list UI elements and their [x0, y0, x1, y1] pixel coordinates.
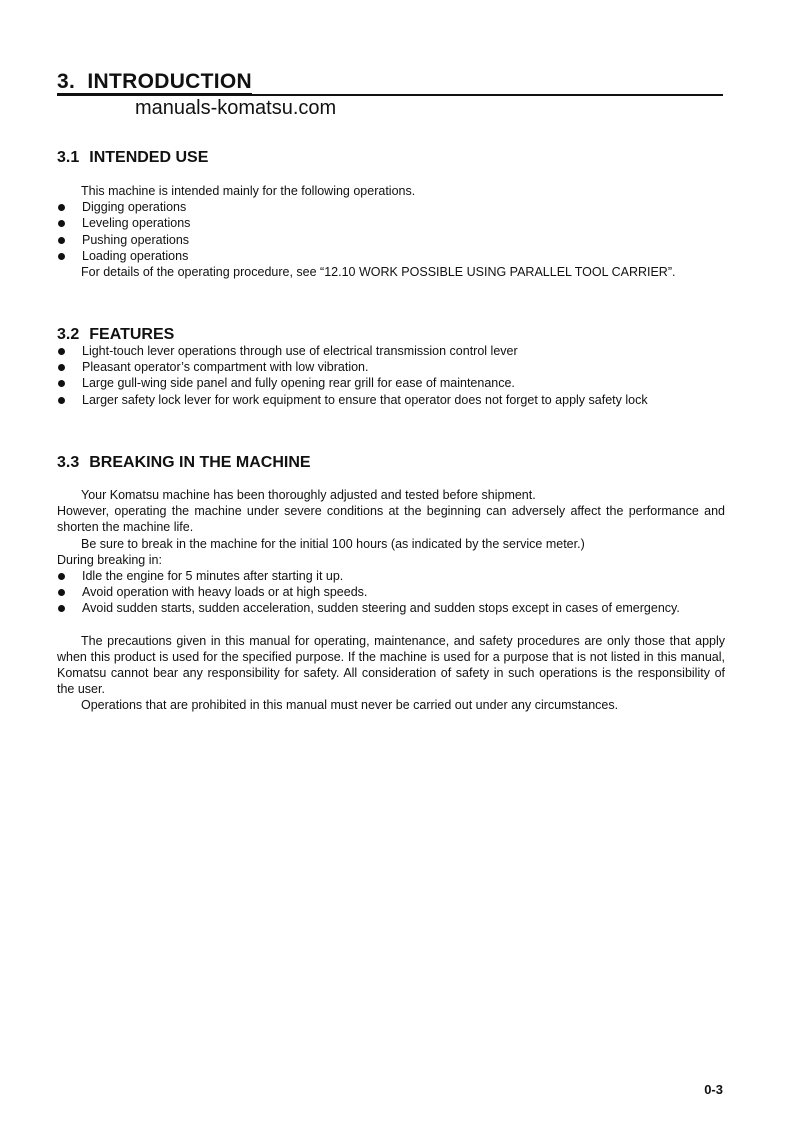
list-item: Idle the engine for 5 minutes after starting it up.: [57, 568, 725, 584]
page-number: 0-3: [704, 1082, 723, 1097]
section-heading-3-1: [57, 148, 208, 168]
watermark: manuals-komatsu.com: [135, 97, 337, 119]
list-item: Loading operations: [57, 248, 725, 264]
chapter-title: [57, 70, 252, 94]
list-item: Light-touch lever operations through use of electrical transmission control lever: [57, 343, 725, 359]
list-item: Avoid operation with heavy loads or at high speeds.: [57, 584, 725, 600]
section-number: 3.3: [57, 454, 80, 471]
paragraph: Operations that are prohibited in this manual must never be carried out under any circumstances.: [81, 698, 619, 713]
bullet-list: [57, 199, 725, 264]
chapter-number: 3.: [57, 70, 76, 93]
section-title: INTENDED USE: [89, 149, 209, 166]
list-item: Leveling operations: [57, 215, 725, 231]
paragraph: Your Komatsu machine has been thoroughly adjusted and tested before shipment.: [81, 488, 536, 502]
list-item: Large gull-wing side panel and fully opening rear grill for ease of maintenance.: [57, 375, 725, 391]
section-heading-3-3: [57, 453, 311, 473]
section-number: 3.1: [57, 149, 80, 166]
paragraph: For details of the operating procedure, see “12.10 WORK POSSIBLE USING PARALLEL TOOL CARRIER”.: [81, 265, 676, 280]
bullet-list: [57, 343, 725, 408]
list-item: Larger safety lock lever for work equipment to ensure that operator does not forget to apply safety lock: [57, 392, 725, 408]
section-title: FEATURES: [89, 326, 175, 343]
list-item: Avoid sudden starts, sudden acceleration, sudden steering and sudden stops except in cases of emergency.: [57, 600, 725, 616]
paragraph: The precautions given in this manual for operating, maintenance, and safety procedures are only those that apply when this product is used for the specified purpose. If the machine is used for a purpose that is not listed in this manual, Komatsu cannot bear any responsibility for safety. All consideration of safety in such operations is the responsibility of the user.: [57, 633, 725, 697]
list-item: Pushing operations: [57, 232, 725, 248]
list-item: Pleasant operator’s compartment with low vibration.: [57, 359, 725, 375]
paragraph: However, operating the machine under severe conditions at the beginning can adversely affect the performance and shorten the machine life.: [57, 504, 725, 535]
paragraph: Be sure to break in the machine for the initial 100 hours (as indicated by the service meter.): [81, 536, 585, 551]
chapter-header: [57, 70, 723, 96]
section-title: BREAKING IN THE MACHINE: [89, 454, 311, 471]
section-body-3-2: [57, 343, 725, 408]
section-heading-3-2: [57, 325, 174, 345]
paragraph: During breaking in:: [57, 552, 162, 567]
section-number: 3.2: [57, 326, 80, 343]
bullet-list: [57, 568, 725, 617]
section-body-3-3: [57, 487, 725, 714]
chapter-title-text: INTRODUCTION: [87, 70, 252, 93]
paragraph: This machine is intended mainly for the following operations.: [81, 184, 416, 198]
list-item: Digging operations: [57, 199, 725, 215]
section-body-3-1: [57, 183, 725, 280]
